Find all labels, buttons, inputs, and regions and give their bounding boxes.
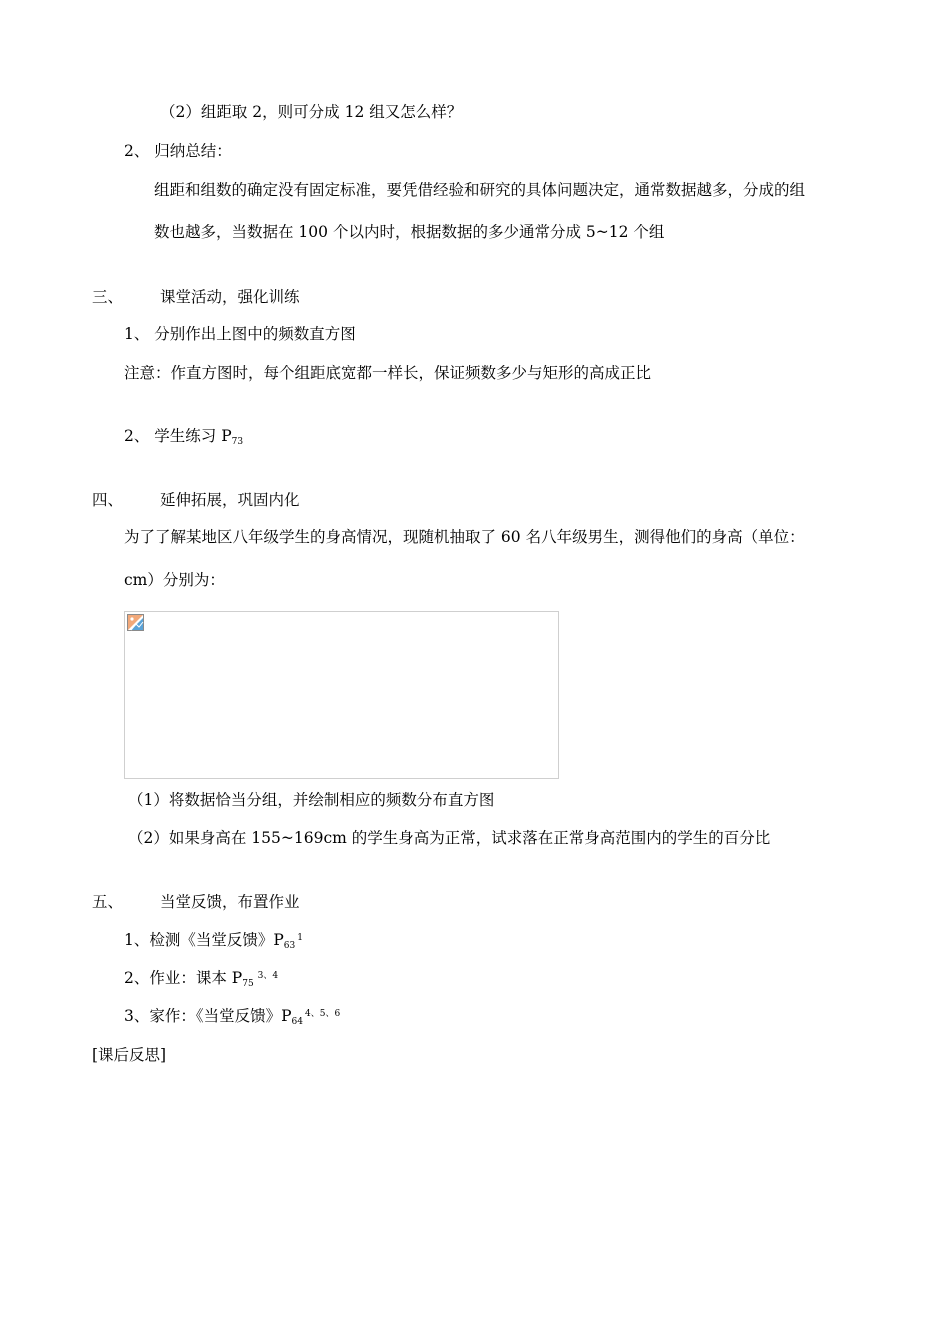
summary-text-line-2: 数也越多，当数据在 100 个以内时，根据数据的多少通常分成 5~12 个组 (154, 223, 665, 241)
homework-item-1 (124, 930, 303, 950)
homework-item-3-page: 64 (291, 1017, 303, 1027)
homework-item-3 (124, 1006, 340, 1026)
section-4-text-line-2: cm）分别为： (124, 571, 225, 589)
homework-item-2-page: 75 (242, 979, 254, 989)
section-4-number: 四、 (92, 491, 124, 509)
summary-text-line-1: 组距和组数的确定没有固定标准，要凭借经验和研究的具体问题决定，通常数据越多，分成的组 (154, 181, 806, 199)
summary-heading: 2、 归纳总结： (124, 142, 232, 160)
homework-item-1-questions: 1 (297, 933, 303, 943)
homework-item-1-page: 63 (283, 941, 296, 951)
section-3-item-2-page: 73 (231, 437, 244, 447)
section-4-title: 延伸拓展，巩固内化 (160, 491, 300, 509)
section-3-note: 注意：作直方图时，每个组距底宽都一样长，保证频数多少与矩形的高成正比 (124, 364, 652, 382)
section-3-item-1: 1、 分别作出上图中的频数直方图 (124, 325, 356, 343)
section-5-title: 当堂反馈，布置作业 (160, 893, 300, 911)
homework-item-2-questions: 3、4 (257, 971, 279, 981)
section-3-title: 课堂活动，强化训练 (160, 288, 300, 306)
section-3-item-2-text: 2、 学生练习 P (124, 427, 232, 445)
homework-item-2-text: 2、作业：课本 P (124, 969, 243, 987)
section-4-question-2: （2）如果身高在 155~169cm 的学生身高为正常，试求落在正常身高范围内的学生的百分比 (128, 829, 771, 847)
section-3-number: 三、 (92, 288, 124, 306)
after-class-reflection: [课后反思] (92, 1046, 167, 1064)
broken-image-icon (127, 614, 144, 631)
question-group-width-2: （2）组距取 2，则可分成 12 组又怎么样？ (160, 103, 463, 121)
homework-item-3-questions: 4、5、6 (305, 1009, 341, 1019)
homework-item-1-text: 1、检测《当堂反馈》P (124, 931, 284, 949)
section-4-text-line-1: 为了了解某地区八年级学生的身高情况，现随机抽取了 60 名八年级男生，测得他们的身高（单位： (124, 528, 805, 546)
section-3-item-2 (124, 426, 243, 446)
section-4-question-1: （1）将数据恰当分组，并绘制相应的频数分布直方图 (128, 791, 495, 809)
homework-item-3-text: 3、家作：《当堂反馈》P (124, 1007, 292, 1025)
data-table-image-placeholder (124, 611, 559, 779)
section-5-number: 五、 (92, 893, 124, 911)
homework-item-2 (124, 968, 278, 988)
